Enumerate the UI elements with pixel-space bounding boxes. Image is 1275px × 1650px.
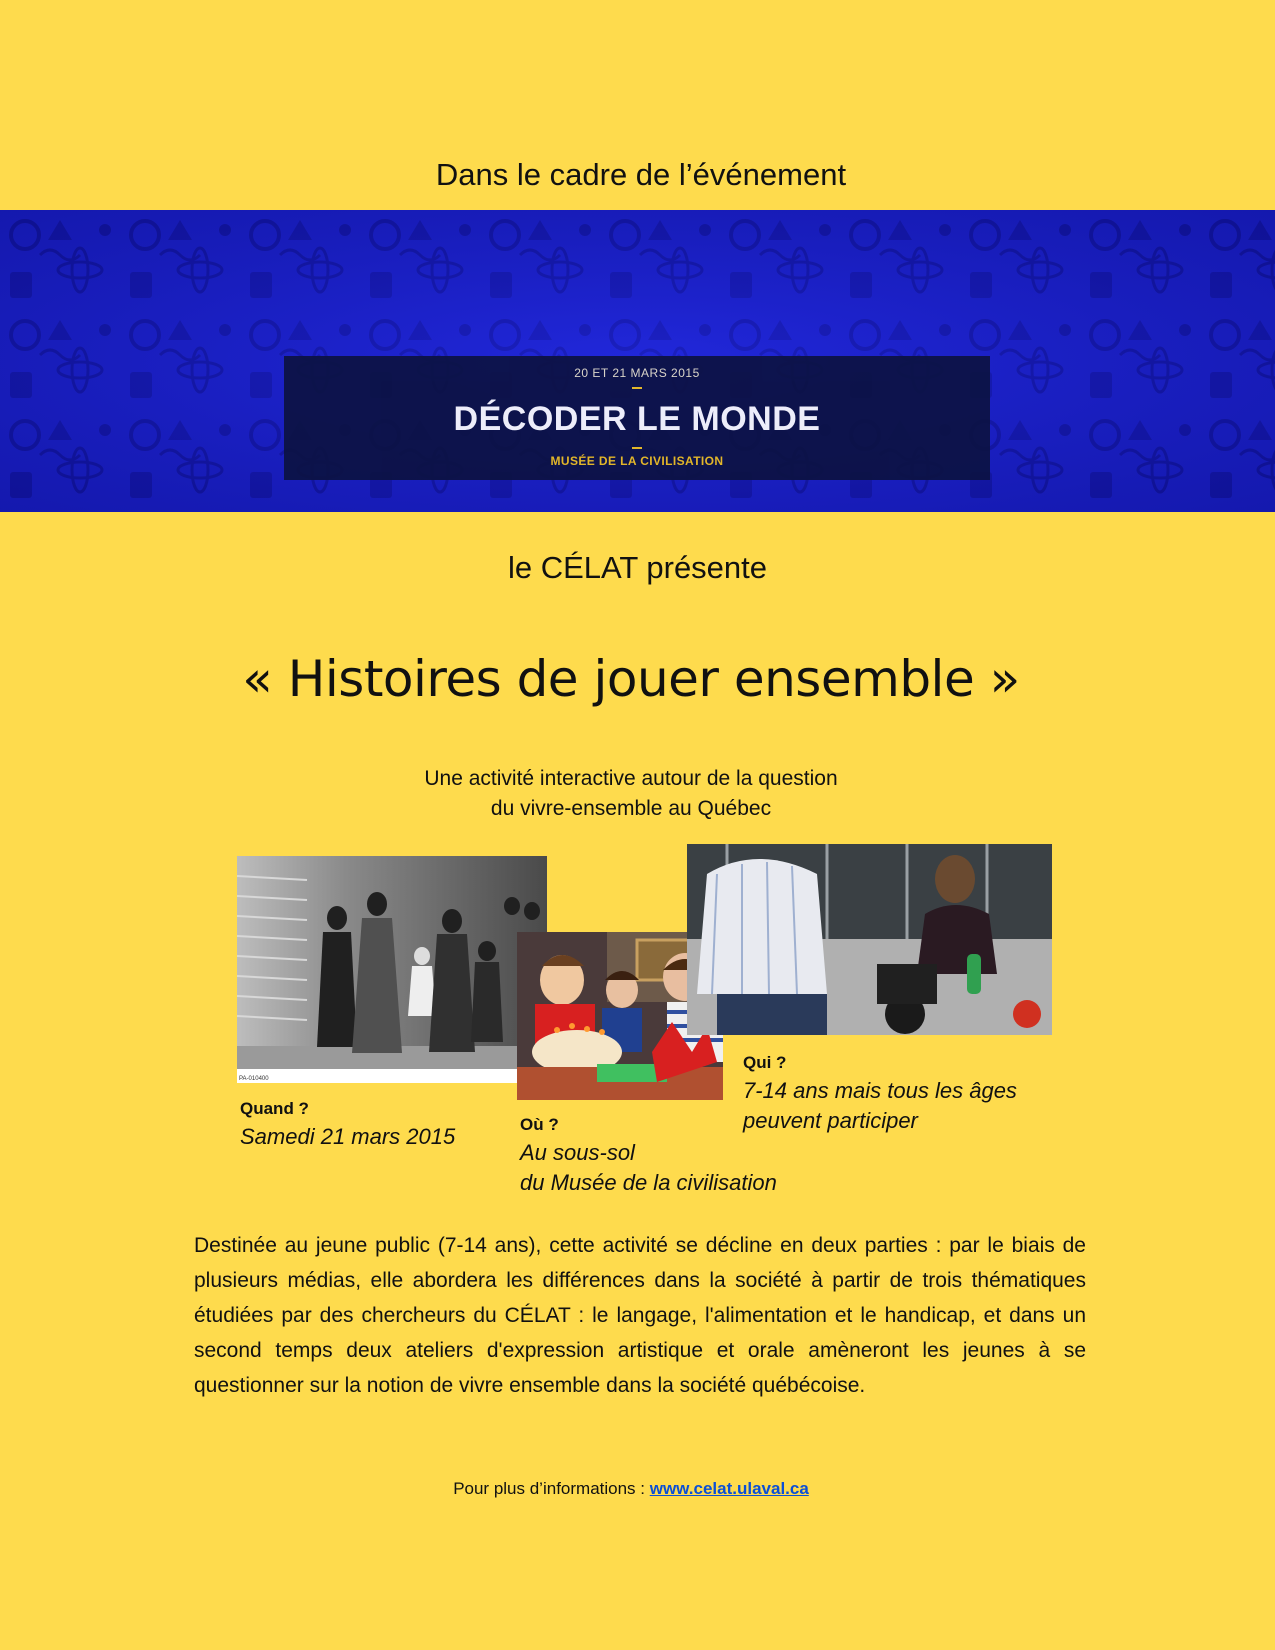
activity-description: Destinée au jeune public (7-14 ans), cette activité se décline en deux parties : par le biais de plusieurs médias, elle abordera les différences dans la société à partir de trois thématiques étudiées par des chercheurs du CÉLAT : le langage, l'alimentation et le handicap, et dans un second temps deux ateliers d'expression artistique et orale amèneront les jeunes à se questionner sur la notion de vivre ensemble dans la société québécoise. (194, 1234, 1086, 1397)
divider (632, 447, 642, 449)
photo-caption: PA-010400 (239, 1076, 269, 1082)
presenter-text: le CÉLAT présente (507, 550, 768, 585)
when-value: Samedi 21 mars 2015 (240, 1124, 456, 1149)
activity-title: « Histoires de jouer ensemble » (242, 650, 1020, 708)
event-dates: 20 ET 21 MARS 2015 (574, 366, 700, 380)
intro-text: Dans le cadre de l’événement (435, 157, 847, 192)
subtitle-line-1: Une activité interactive autour de la question (424, 767, 838, 790)
when-label: Quand ? (240, 1099, 309, 1118)
where-line-1: Au sous-sol (520, 1140, 635, 1165)
subtitle-line-2: du vivre-ensemble au Québec (490, 797, 772, 820)
who-value (743, 1076, 1017, 1136)
footer-info (0, 1479, 1262, 1499)
who-line-2: peuvent participer (743, 1108, 918, 1133)
archive-family-photo (237, 856, 547, 1083)
website-link[interactable]: www.celat.ulaval.ca (649, 1479, 809, 1498)
event-name: DÉCODER LE MONDE (453, 400, 821, 438)
footer-prefix: Pour plus d’informations : (453, 1479, 650, 1498)
event-venue: MUSÉE DE LA CIVILISATION (550, 454, 724, 468)
wheelchair-street-photo (687, 844, 1052, 1035)
where-value (520, 1138, 777, 1198)
who-label: Qui ? (743, 1053, 787, 1072)
where-label: Où ? (520, 1115, 559, 1134)
where-line-2: du Musée de la civilisation (520, 1170, 777, 1195)
activity-subtitle (0, 764, 1262, 824)
event-banner (0, 210, 1275, 512)
divider (632, 387, 642, 389)
event-title-box (284, 356, 990, 480)
who-line-1: 7-14 ans mais tous les âges (743, 1078, 1017, 1103)
